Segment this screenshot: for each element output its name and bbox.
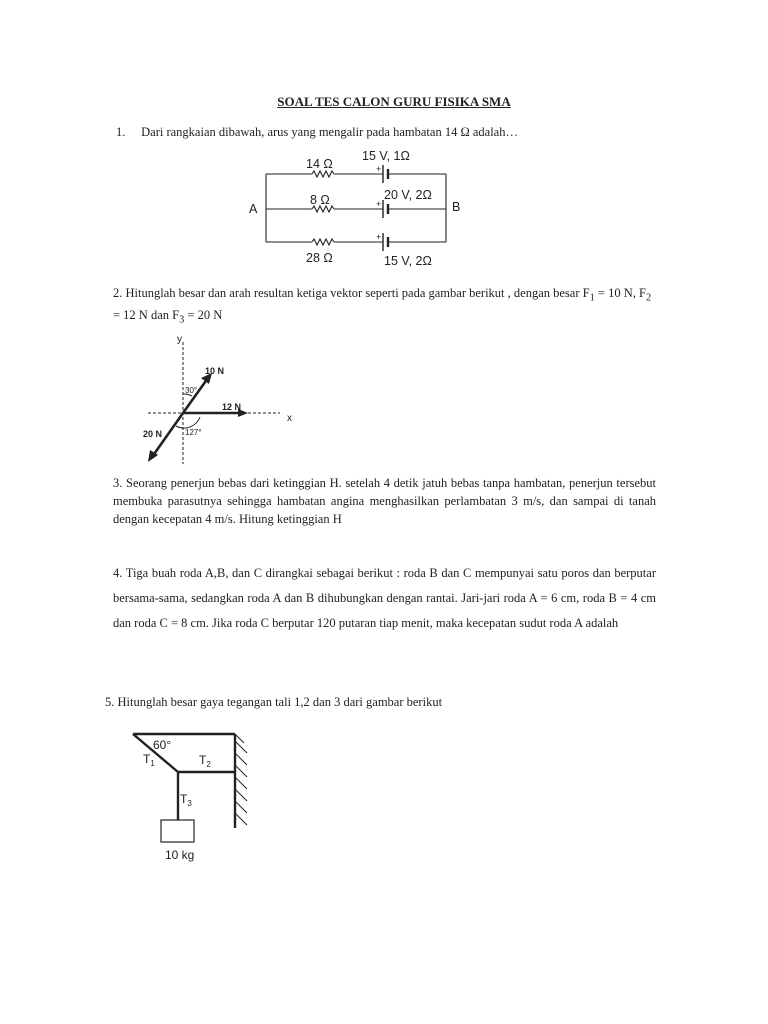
question-text: Dari rangkaian dibawah, arus yang mengalir pada hambatan 14 Ω adalah… bbox=[141, 125, 518, 139]
resistor-8-label: 8 Ω bbox=[310, 193, 330, 207]
mass-block bbox=[161, 820, 194, 842]
mass-label: 10 kg bbox=[165, 848, 195, 862]
resistor-28-label: 28 Ω bbox=[306, 251, 333, 265]
angle-127-label: 127° bbox=[185, 428, 202, 437]
question-5: 5. Hitunglah besar gaya tegangan tali 1,2 dan 3 dari gambar berikut bbox=[105, 695, 443, 709]
x-axis-label: x bbox=[287, 413, 292, 424]
vector-diagram bbox=[140, 330, 310, 470]
angle-60-label: 60° bbox=[153, 738, 172, 752]
battery-icons bbox=[383, 165, 388, 251]
node-a-label: A bbox=[249, 202, 258, 216]
svg-text:+: + bbox=[376, 199, 382, 209]
force-12n-label: 12 N bbox=[222, 402, 242, 412]
node-b-label: B bbox=[452, 200, 461, 214]
question-2: 2. Hitunglah besar dan arah resultan ketiga vektor seperti pada gambar berikut , dengan besar $F_1 = 10$ N, $F_2 = 12$ N dan $F_3 = 20$ N bbox=[113, 286, 652, 325]
tension-diagram bbox=[125, 725, 265, 865]
question-3: 3. Seorang penerjun bebas dari ketinggian H. setelah 4 detik jatuh bebas tanpa hambatan, penerjun tersebut membuka parasutnya sehingga hambatan angina menghasilkan perlambatan 3 m/s, dan sampai di tanah dengan kecepatan 4 m/s. Hitung ketinggian H bbox=[113, 476, 656, 526]
svg-text:T2: $T_2$ bbox=[199, 753, 211, 769]
angle-30-label: 30° bbox=[185, 386, 198, 395]
question-1 bbox=[116, 124, 518, 141]
question-number: 1. bbox=[116, 125, 126, 139]
force-20n-label: 20 N bbox=[143, 429, 163, 439]
battery-2-label: 20 V, 2Ω bbox=[384, 188, 432, 202]
battery-3-label: 15 V, 2Ω bbox=[384, 254, 432, 268]
page-title: SOAL TES CALON GURU FISIKA SMA bbox=[277, 94, 511, 109]
svg-text:T3: $T_3$ bbox=[180, 792, 192, 808]
circuit-diagram bbox=[240, 146, 480, 270]
question-4: 4. Tiga buah roda A,B, dan C dirangkai sebagai berikut : roda B dan C mempunyai satu poros dan berputar bersama-sama, sedangkan roda A dan B dihubungkan dengan rantai. Jari-jari roda A = 6 cm, roda B = 4 cm dan roda C = 8 cm. Jika roda C berputar 120 putaran tiap menit, maka kecepatan sudut roda A adalah bbox=[113, 566, 656, 630]
svg-text:T1: $T_1$ bbox=[143, 752, 155, 768]
svg-text:+: + bbox=[376, 164, 382, 174]
battery-1-label: 15 V, 1Ω bbox=[362, 149, 410, 163]
force-10n-label: 10 N bbox=[205, 366, 225, 376]
svg-text:+: + bbox=[376, 232, 382, 242]
resistor-14-label: 14 Ω bbox=[306, 157, 333, 171]
wall-hatch bbox=[236, 735, 247, 825]
y-axis-label: y bbox=[177, 334, 182, 345]
